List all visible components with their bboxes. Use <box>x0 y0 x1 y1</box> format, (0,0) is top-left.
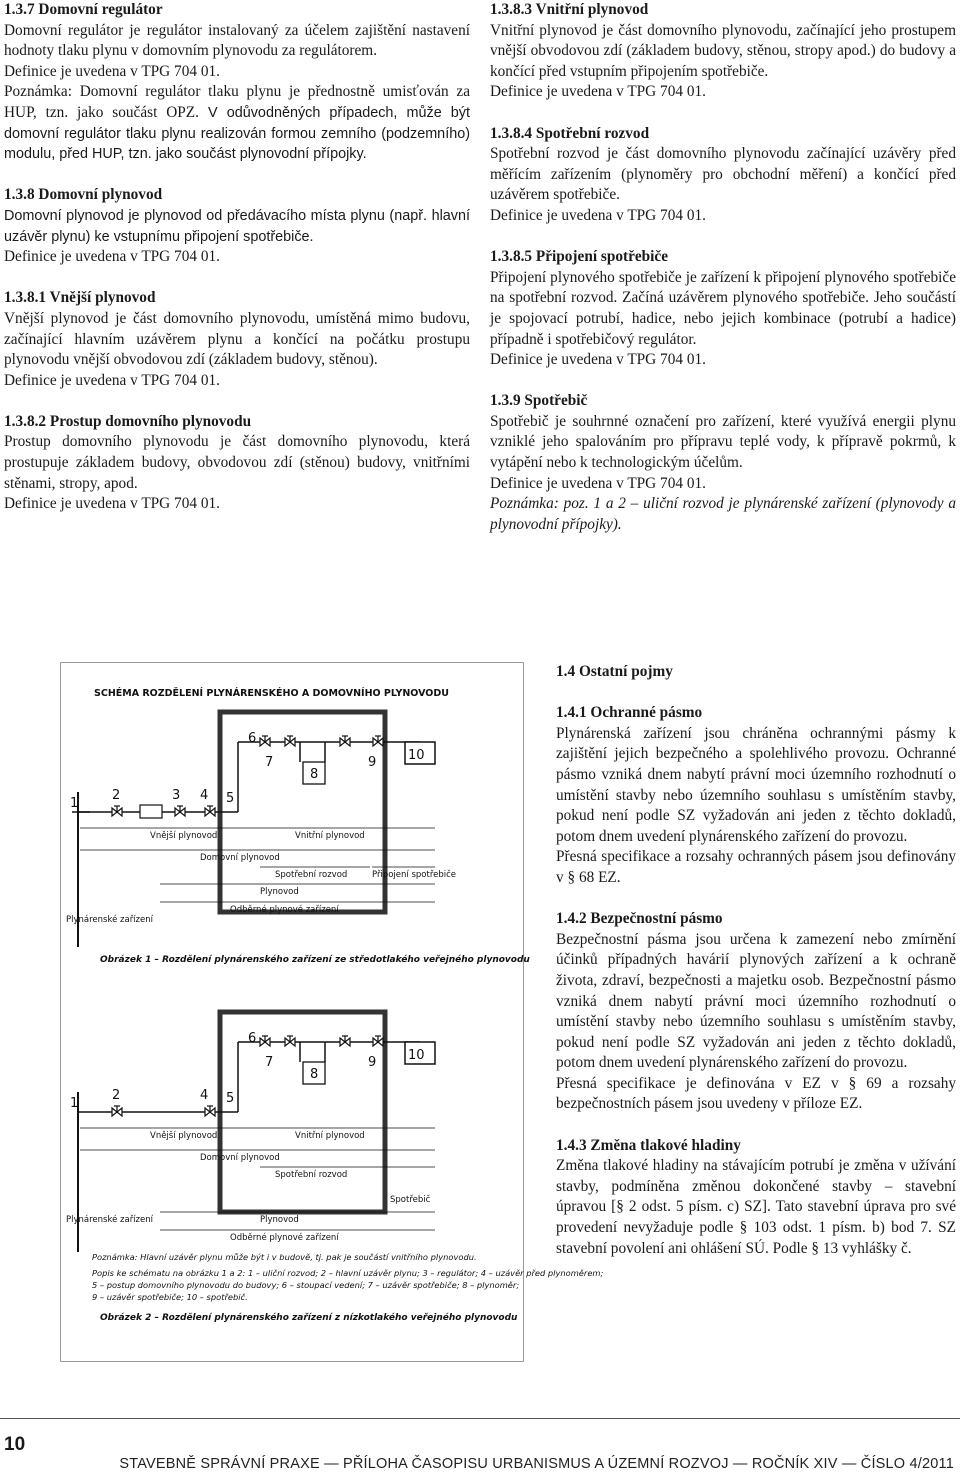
section-1-4-3-heading: 1.4.3 Změna tlakové hladiny <box>556 1136 741 1154</box>
num-8b: 8 <box>310 1067 319 1082</box>
section-1-3-8-3-text: Vnitřní plynovod je část domovního plynovodu, začínající jeho prostupem vnější obvodovou zdí (základem budovy, stěnou, stropy apod.) do budovy a končící před vstupním připojením spotřebiče. <box>490 21 956 80</box>
num-2b: 2 <box>112 1088 121 1103</box>
figure-title: SCHÉMA ROZDĚLENÍ PLYNÁRENSKÉHO A DOMOVNÍHO PLYNOVODU <box>94 688 449 699</box>
num-4: 4 <box>200 788 209 803</box>
publication-footer: STAVEBNĚ SPRÁVNÍ PRAXE — PŘÍLOHA ČASOPISU URBANISMUS A ÚZEMNÍ ROZVOJ — ROČNÍK XIV — ČÍSLO 4/2011 <box>119 1456 954 1472</box>
page-number: 10 <box>4 1434 26 1455</box>
section-1-3-8-heading: 1.3.8 Domovní plynovod <box>4 186 163 204</box>
note-sans: V odůvodněných případech, může být domovní regulátor tlaku plynu realizován formou zemního (podzemního) modulu, před HUP, tzn. jako součást plynovodní přípojky. <box>4 104 470 163</box>
label-domovni-2: Domovní plynovod <box>200 1153 280 1163</box>
section-1-4-1-text: Plynárenská zařízení jsou chráněna ochrannými pásmy k zajištění jejich bezpečného a spolehlivého provozu. Ochranné pásmo vzniká dnem nabytí právní moci územního rozhodnutí o umístění stavby nebo územního souhlasu s umístěním stavby, pokud není podle SZ vyžadován ani jeden z těchto dokladů, potom dnem uvedení plynárenského zařízení do provozu. <box>556 724 956 845</box>
gas-distribution-schematic-figure <box>60 662 604 1362</box>
label-pripojeni-1: Připojení spotřebiče <box>372 870 457 880</box>
num-3: 3 <box>172 788 181 803</box>
section-1-3-8-text: Domovní plynovod je plynovod od předávacího místa plynu (např. hlavní uzávěr plynu) ke vstupnímu připojení spotřebiče. <box>4 207 470 245</box>
num-2: 2 <box>112 788 121 803</box>
section-1-3-7-heading: 1.3.7 Domovní regulátor <box>4 1 163 18</box>
section-1-3-8-definition: Definice je uvedena v TPG 704 01. <box>4 248 220 266</box>
section-1-4-2-heading: 1.4.2 Bezpečnostní pásmo <box>556 910 723 928</box>
label-domovni-1: Domovní plynovod <box>200 853 280 863</box>
section-1-3-8-5-heading: 1.3.8.5 Připojení spotřebiče <box>490 248 669 266</box>
section-1-3-9-definition: Definice je uvedena v TPG 704 01. <box>490 474 706 492</box>
num-10: 10 <box>408 748 425 763</box>
figure-note: Poznámka: Hlavní uzávěr plynu může být i v budově, tj. pak je součástí vnitřního plynovodu. <box>92 1252 477 1262</box>
note-serif: Poznámka: Domovní regulátor tlaku plynu je přednostně umisťován za HUP, tzn. jako součást OPZ. <box>4 83 470 121</box>
section-1-3-8-3-heading: 1.3.8.3 Vnitřní plynovod <box>490 1 649 18</box>
section-1-3-8-4-definition: Definice je uvedena v TPG 704 01. <box>490 206 706 224</box>
section-1-3-8-2-heading: 1.3.8.2 Prostup domovního plynovodu <box>4 412 252 430</box>
num-7: 7 <box>265 755 274 770</box>
num-1b: 1 <box>70 1096 79 1111</box>
num-1: 1 <box>70 796 79 811</box>
diagram-1 <box>66 712 530 965</box>
num-9: 9 <box>368 755 377 770</box>
num-8: 8 <box>310 767 319 782</box>
section-1-3-8-5-definition: Definice je uvedena v TPG 704 01. <box>490 351 706 369</box>
label-vnitrni-1: Vnitřní plynovod <box>295 831 365 841</box>
label-spotrebni-1: Spotřební rozvod <box>275 870 348 880</box>
label-odberne-2: Odběrné plynové zařízení <box>230 1233 339 1243</box>
num-5: 5 <box>226 791 235 806</box>
num-6: 6 <box>248 731 257 746</box>
section-1-4-1-heading: 1.4.1 Ochranné pásmo <box>556 704 703 722</box>
section-1-4-2-text: Bezpečnostní pásma jsou určena k zamezení nebo zmírnění účinků případných havárií plynových zařízení a k ochraně života, zdraví, bezpečnosti a majetku osob. Bezpečnostní pásmo vzniká dnem nabytí právní moci územního rozhodnutí o umístění stavby nebo územního souhlasu s umístěním stavby, pokud není podle SZ vyžadován ani jeden z těchto dokladů, potom dnem uvedení plynárenského zařízení do provozu. <box>556 930 956 1072</box>
section-1-3-8-1-definition: Definice je uvedena v TPG 704 01. <box>4 371 220 389</box>
right-lower-column <box>556 662 956 1259</box>
section-1-3-9-heading: 1.3.9 Spotřebič <box>490 392 588 410</box>
caption-1: Obrázek 1 – Rozdělení plynárenského zařízení ze středotlakého veřejného plynovodu <box>100 955 530 965</box>
label-spotrebic-2: Spotřebič <box>390 1195 431 1205</box>
section-1-3-8-4-heading: 1.3.8.4 Spotřební rozvod <box>490 124 650 142</box>
section-1-3-7-definition: Definice je uvedena v TPG 704 01. <box>4 62 220 80</box>
legend-line-1: Popis ke schématu na obrázku 1 a 2: 1 – uliční rozvod; 2 – hlavní uzávěr plynu; 3 – regulátor; 4 – uzávěr před plynoměrem; <box>92 1268 604 1278</box>
section-1-3-9-note: Poznámka: poz. 1 a 2 – uliční rozvod je plynárenské zařízení (plynovody a plynovodní přípojky). <box>490 495 956 533</box>
label-plynarenske-2: Plynárenské zařízení <box>66 1215 153 1225</box>
num-9b: 9 <box>368 1055 377 1070</box>
footer-rule <box>0 1418 960 1419</box>
label-plynarenske-1: Plynárenské zařízení <box>66 915 153 925</box>
legend-line-3: 9 – uzávěr spotřebiče; 10 – spotřebič. <box>92 1292 248 1302</box>
label-vnejsi-1: Vnější plynovod <box>150 831 218 841</box>
section-1-3-8-1-heading: 1.3.8.1 Vnější plynovod <box>4 289 156 307</box>
left-column <box>4 0 470 515</box>
diagram-2 <box>66 1012 604 1323</box>
num-5b: 5 <box>226 1091 235 1106</box>
label-odberne-1: Odběrné plynové zařízení <box>230 905 339 915</box>
section-1-3-8-3-definition: Definice je uvedena v TPG 704 01. <box>490 83 706 101</box>
regulator-symbol-1 <box>140 805 162 818</box>
label-vnitrni-2: Vnitřní plynovod <box>295 1131 365 1141</box>
schematic-svg <box>60 662 604 1362</box>
section-1-3-7-note <box>4 82 470 164</box>
section-1-4-1-text-2: Přesná specifikace a rozsahy ochranných pásem jsou definovány v § 68 EZ. <box>556 848 956 886</box>
section-1-3-8-1-text: Vnější plynovod je část domovního plynovodu, umístěná mimo budovu, začínající hlavním uzávěrem plynu a končící na počátku prostupu plynovodu vnější obvodovou zdí (základem budovy, stěnou). <box>4 309 470 369</box>
label-plynovod-2: Plynovod <box>260 1215 299 1225</box>
section-1-3-7-text: Domovní regulátor je regulátor instalovaný za účelem zajištění nastavení hodnoty tlaku plynu v domovním plynovodu za regulátorem. <box>4 21 470 60</box>
right-column <box>490 0 956 535</box>
section-1-4-2-text-2: Přesná specifikace je definována v EZ v § 69 a rozsahy bezpečnostních pásem jsou uvedeny v příloze EZ. <box>556 1074 956 1113</box>
section-1-3-8-2-text: Prostup domovního plynovodu je část domovního plynovodu, která prostupuje základem budovy, obvodovou zdí (stěnou) budovy, vnitřními stěnami, stropy, apod. <box>4 433 470 492</box>
section-1-4-3-text: Změna tlakové hladiny na stávajícím potrubí je změna v užívání stavby, podmíněna změnou dokončené stavby – stavební úpravou [§ 2 odst. 5 písm. c) SZ]. Tato stavební úprava pro své provedení nevyžaduje podle § 103 odst. 1 písm. b) bod 7. SZ stavební povolení ani ohlášení SÚ. Podle § 13 vyhlášky č. <box>556 1157 956 1257</box>
legend-line-2: 5 – postup domovního plynovodu do budovy; 6 – stoupací vedení; 7 – uzávěr spotřebiče; 8 – plynoměr; <box>92 1280 520 1290</box>
num-4b: 4 <box>200 1088 209 1103</box>
label-vnejsi-2: Vnější plynovod <box>150 1131 218 1141</box>
label-spotrebni-2: Spotřební rozvod <box>275 1170 348 1180</box>
section-1-3-8-5-text: Připojení plynového spotřebiče je zařízení k připojení plynového spotřebiče na spotřební rozvod. Začíná uzávěrem plynového spotřebiče. Jeho součástí je spojovací potrubí, hadice, nebo jejich kombinace (potrubí a hadice) případně i spotřebičový regulátor. <box>490 268 956 348</box>
num-6b: 6 <box>248 1031 257 1046</box>
num-10b: 10 <box>408 1048 425 1063</box>
section-1-4-heading: 1.4 Ostatní pojmy <box>556 663 673 680</box>
caption-2: Obrázek 2 – Rozdělení plynárenského zařízení z nízkotlakého veřejného plynovodu <box>100 1313 518 1323</box>
section-1-3-9-text: Spotřebič je souhrnné označení pro zařízení, které využívá energii plynu vzniklé jeho spalováním pro přípravu teplé vody, k přípravě pokrmů, k vytápění nebo k technologickým účelům. <box>490 412 956 472</box>
section-1-3-8-4-text: Spotřební rozvod je část domovního plynovodu začínající uzávěry před měřícím zařízením (plynoměry pro obchodní měření) a končící před uzávěrem spotřebiče. <box>490 145 956 204</box>
label-plynovod-1: Plynovod <box>260 887 299 897</box>
section-1-3-8-2-definition: Definice je uvedena v TPG 704 01. <box>4 495 220 513</box>
num-7b: 7 <box>265 1055 274 1070</box>
